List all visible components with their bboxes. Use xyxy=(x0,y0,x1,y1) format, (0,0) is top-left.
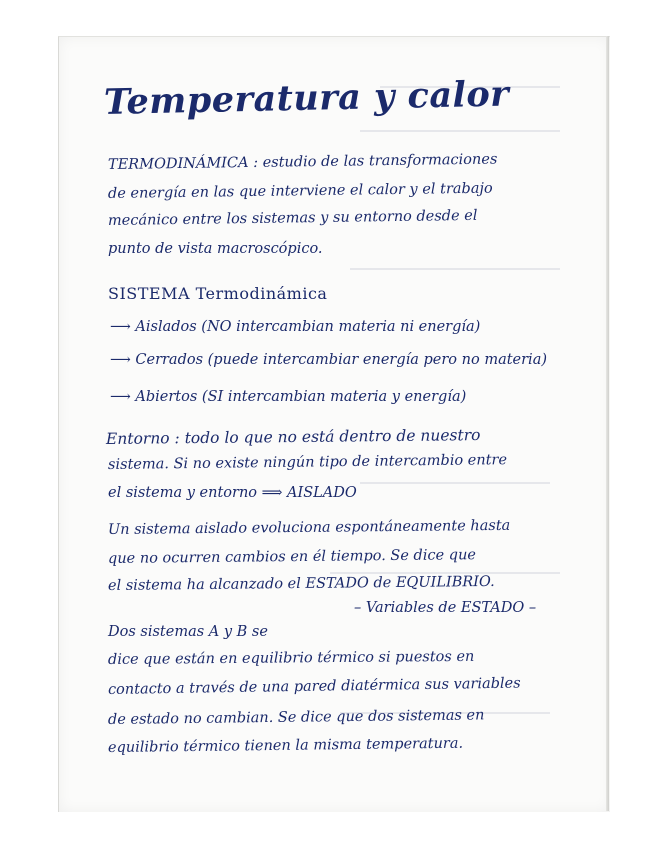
list-item: ⟶ Aislados (NO intercambian materia ni energía) xyxy=(110,319,481,335)
text-line: sistema. Si no existe ningún tipo de intercambio entre xyxy=(107,452,508,473)
text-line: que no ocurren cambios en él tiempo. Se dice que xyxy=(107,547,477,567)
text-line: dice que están en equilibrio térmico si puestos en xyxy=(107,648,475,668)
text-line: equilibrio térmico tienen la misma temperatura. xyxy=(107,735,464,756)
text-line: de estado no cambian. Se dice que dos sistemas en xyxy=(107,707,485,728)
text-line: punto de vista macroscópico. xyxy=(108,241,323,257)
text-line: Entorno : todo lo que no está dentro de nuestro xyxy=(105,426,481,448)
list-item: ⟶ Abiertos (SI intercambian materia y energía) xyxy=(110,389,467,405)
text-line: TERMODINÁMICA : estudio de las transformaciones xyxy=(107,151,498,173)
text-line: el sistema ha alcanzado el ESTADO de EQUILIBRIO. xyxy=(107,573,495,594)
text-line: Dos sistemas A y B se xyxy=(108,624,268,640)
text-line: contacto a través de una pared diatérmica sus variables xyxy=(107,675,521,698)
text-line: de energía en las que interviene el calor y el trabajo xyxy=(107,180,493,202)
list-item: ⟶ Cerrados (puede intercambiar energía pero no materia) xyxy=(110,352,547,368)
text-line: Un sistema aislado evoluciona espontáneamente hasta xyxy=(107,517,511,538)
page-title: Temperatura y calor xyxy=(103,73,510,123)
text-line: – Variables de ESTADO – xyxy=(354,600,537,616)
text-line: el sistema y entorno ⟹ AISLADO xyxy=(108,485,357,501)
section-heading: SISTEMA Termodinámica xyxy=(108,284,328,303)
text-line: mecánico entre los sistemas y su entorno desde el xyxy=(107,207,478,229)
